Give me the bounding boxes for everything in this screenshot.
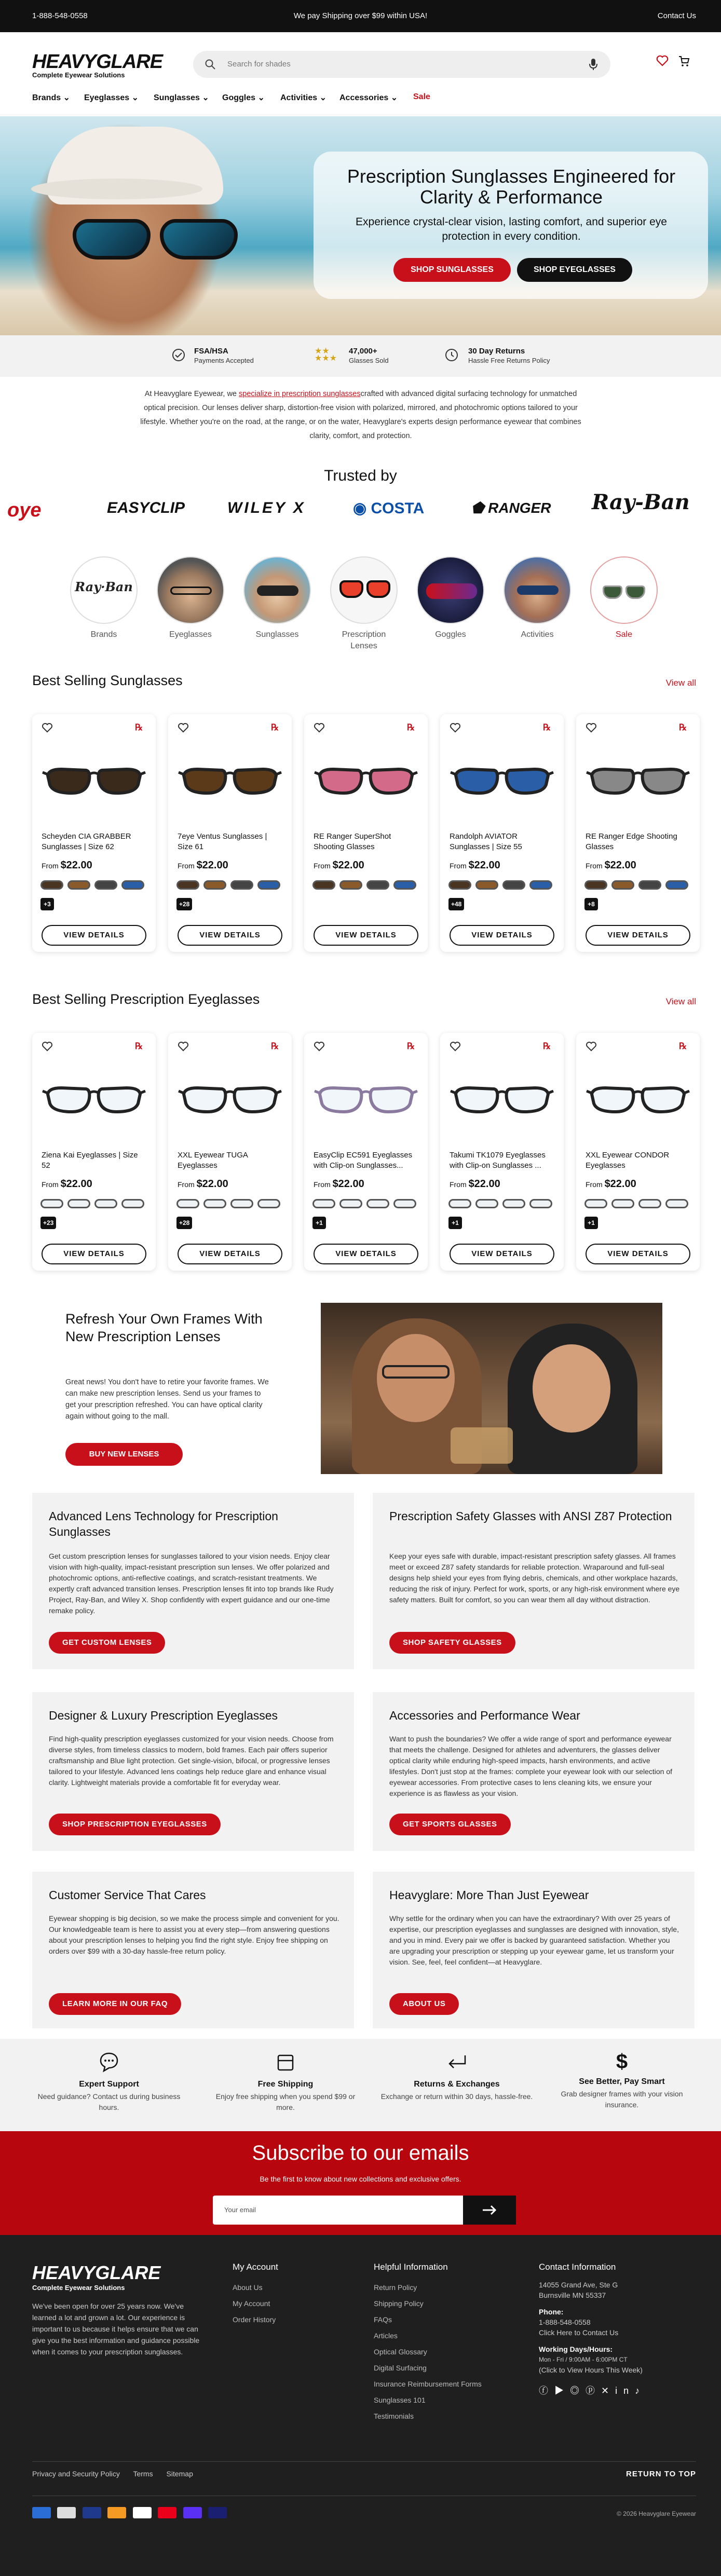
color-swatch[interactable] (230, 880, 253, 890)
color-swatches (176, 1199, 285, 1214)
rx-badge-icon (270, 721, 281, 733)
footer-link-insurance[interactable]: Insurance Reimbursement Forms (374, 2380, 482, 2388)
more-colors-count[interactable]: +3 (40, 898, 54, 910)
category-label: Sunglasses (255, 630, 299, 639)
return-to-top-link[interactable]: RETURN TO TOP (626, 2470, 696, 2478)
chat-icon (98, 2050, 120, 2073)
product-price: From $22.00 (450, 860, 500, 871)
product-card[interactable] (304, 714, 428, 952)
search-input[interactable]: Search for shades (227, 60, 291, 69)
box-body: Find high-quality prescription eyeglasses customized for your vision needs. Choose from diverse styles, from timeless classics to modern, bold frames. Each pair offers superior craftsmanship and Blue light protection. Get single-vision, bifocal, or progressive lenses tailored to your lifestyle. Advanced lens coatings help reduce glare and enhance visual clarity. Lightweight materials provide a comfortable fit for everyday wear. (49, 1735, 334, 1787)
color-swatch[interactable] (529, 1199, 552, 1208)
rx-badge-icon (406, 721, 417, 733)
nav-item-sunglasses[interactable]: Sunglasses ⌄ (154, 93, 209, 102)
buy-new-lenses-button[interactable]: BUY NEW LENSES (65, 1443, 183, 1466)
wishlist-heart-icon[interactable] (314, 1041, 325, 1052)
category-image: Ray·Ban (70, 556, 138, 624)
footer-link-glossary[interactable]: Optical Glossary (374, 2348, 427, 2356)
footer-account-column: My Account About Us My Account Order History (233, 2262, 278, 2328)
brand-logo-costa[interactable]: ◉ COSTA (353, 500, 425, 517)
trust-fsa: FSA/HSA Payments Accepted (194, 347, 254, 364)
payment-icons (32, 2507, 231, 2518)
footer-phone-link[interactable]: 1-888-548-0558 (539, 2318, 591, 2326)
hero-title: Prescription Sunglasses Engineered for Clarity & Performance (347, 166, 676, 208)
phone-link[interactable]: 1-888-548-0558 (32, 11, 88, 20)
product-name[interactable]: Ziena Kai Eyeglasses | Size 52 (42, 1151, 138, 1170)
best-selling-sunglasses-title: Best Selling Sunglasses (32, 673, 183, 688)
product-card[interactable] (576, 714, 700, 952)
product-card[interactable] (304, 1033, 428, 1271)
product-image[interactable] (176, 745, 283, 818)
copyright: © 2026 Heavyglare Eyewear (617, 2510, 696, 2517)
info-box-safety (373, 1493, 695, 1669)
color-swatch[interactable] (638, 1199, 661, 1208)
color-swatch[interactable] (203, 1199, 226, 1208)
learn-more-faq-button[interactable]: LEARN MORE IN OUR FAQ (49, 1993, 181, 2015)
more-colors-count[interactable]: +1 (448, 1217, 462, 1229)
shop-eyeglasses-button[interactable]: SHOP EYEGLASSES (517, 258, 632, 282)
box-title: Accessories and Performance Wear (389, 1709, 580, 1722)
tiktok-icon[interactable]: ♪ (635, 2386, 646, 2396)
svg-text:℞: ℞ (407, 723, 415, 732)
color-swatch[interactable] (584, 880, 607, 890)
shop-pay-icon (183, 2507, 202, 2518)
specialize-link[interactable]: specialize in prescription sunglasses (239, 390, 361, 398)
apple-pay-icon (57, 2507, 76, 2518)
category-image (330, 556, 398, 624)
view-details-button[interactable]: VIEW DETAILS (178, 1244, 282, 1264)
product-image[interactable] (312, 1064, 419, 1137)
site-footer (0, 2235, 721, 2576)
get-sports-glasses-button[interactable]: GET SPORTS GLASSES (389, 1814, 511, 1835)
info-box-customer-service (32, 1872, 354, 2028)
color-swatches (312, 880, 421, 895)
feature-expert-support: Expert Support Need guidance? Contact us during business hours. (31, 2050, 187, 2113)
color-swatches (312, 1199, 421, 1214)
discover-icon (107, 2507, 126, 2518)
nav-item-eyeglasses[interactable]: Eyeglasses ⌄ (84, 93, 139, 102)
color-swatches (40, 1199, 149, 1214)
box-body: Eyewear shopping is big decision, so we make the process simple and convenient for you. Our knowledgeable team is here to assist you at every step—from answering questions about your prescription lenses to helping you find the right style. Enjoy free shipping on orders over $99 with a 30-day hassle-free return policy. (49, 1914, 339, 1955)
color-swatches (176, 880, 285, 895)
color-swatch[interactable] (502, 1199, 525, 1208)
footer-link-about[interactable]: About Us (233, 2283, 263, 2292)
category-label: Sale (615, 630, 633, 639)
svg-text:℞: ℞ (271, 723, 279, 732)
category-eyeglasses[interactable] (154, 556, 227, 640)
nav-item-sale[interactable]: Sale (413, 92, 430, 101)
footer-divider (32, 2461, 696, 2462)
terms-link[interactable]: Terms (133, 2470, 153, 2478)
arrow-right-icon (482, 2204, 497, 2216)
rx-badge-icon (270, 1040, 281, 1052)
box-title: Heavyglare: More Than Just Eyewear (389, 1888, 589, 1902)
product-name[interactable]: RE Ranger Edge Shooting Glasses (586, 832, 677, 851)
feature-pay-smart: $ See Better, Pay Smart Grab designer frames with your vision insurance. (544, 2050, 700, 2110)
footer-link-shipping[interactable]: Shipping Policy (374, 2299, 424, 2308)
shipping-promo: We pay Shipping over $99 within USA! (293, 11, 428, 20)
product-price: From $22.00 (586, 860, 636, 871)
wishlist-heart-icon[interactable] (178, 723, 189, 733)
product-image[interactable] (448, 1064, 555, 1137)
color-swatches (584, 1199, 693, 1214)
product-name[interactable]: 7eye Ventus Sunglasses | Size 61 (178, 832, 267, 851)
more-colors-count[interactable]: +28 (176, 898, 192, 910)
product-name[interactable]: RE Ranger SuperShot Shooting Glasses (314, 832, 391, 851)
pinterest-icon[interactable]: ⓟ (586, 2386, 601, 2396)
view-details-button[interactable]: VIEW DETAILS (314, 1244, 418, 1264)
subscribe-submit-button[interactable] (463, 2196, 516, 2225)
category-goggles[interactable] (414, 556, 487, 640)
category-image (504, 556, 571, 624)
footer-help-column: Helpful Information Return Policy Shipping Policy FAQs Articles Optical Glossary Digital Surfacing Insurance Reimbursement Forms Sunglasses 101 Testimonials (374, 2262, 482, 2424)
color-swatch[interactable] (203, 880, 226, 890)
color-swatch[interactable] (448, 880, 471, 890)
footer-link-orders[interactable]: Order History (233, 2315, 276, 2324)
wishlist-heart-icon[interactable] (450, 1041, 461, 1052)
subscribe-subtitle: Be the first to know about new collections and exclusive offers. (260, 2175, 461, 2183)
brand-logo-easyclip[interactable]: EASYCLIP (107, 499, 185, 516)
view-details-button[interactable]: VIEW DETAILS (586, 925, 690, 946)
rx-badge-icon (542, 1040, 553, 1052)
product-card[interactable] (32, 714, 156, 952)
color-swatches (448, 1199, 557, 1214)
color-swatch[interactable] (94, 1199, 117, 1208)
brand-logo-oye[interactable]: oye (7, 499, 42, 521)
box-icon (274, 2050, 297, 2073)
color-swatch[interactable] (67, 880, 90, 890)
hero-lens-left (73, 219, 151, 260)
footer-contact-column: Contact Information 14055 Grand Ave, Ste G Burnsville MN 55337 Phone: 1-888-548-0558 Click Here to Contact Us Working Days/Hours: Mon - Fri / 9:00AM - 6:00PM CT (Click to View Hours This Week) ⓕ▶◎ⓟ✕in♪ (539, 2262, 646, 2396)
product-card[interactable] (576, 1033, 700, 1271)
trusted-by-title: Trusted by (324, 467, 397, 484)
color-swatch[interactable] (475, 1199, 498, 1208)
rx-badge-icon (678, 721, 689, 733)
wishlist-heart-icon[interactable] (586, 723, 597, 733)
trust-returns: 30 Day Returns Hassle Free Returns Policy (468, 347, 550, 364)
logo-wordmark: HEAVYGLARE (32, 51, 163, 73)
color-swatches (448, 880, 557, 895)
color-swatch[interactable] (176, 880, 199, 890)
product-price: From $22.00 (178, 860, 228, 871)
feature-free-shipping: Free Shipping Enjoy free shipping when you spend $99 or more. (208, 2050, 363, 2113)
box-title: Designer & Luxury Prescription Eyeglasses (49, 1709, 278, 1722)
brand-logo-wileyx[interactable]: WILEY X (227, 499, 306, 516)
check-badge-icon (171, 348, 186, 362)
nav-item-brands[interactable]: Brands ⌄ (32, 93, 70, 102)
color-swatch[interactable] (67, 1199, 90, 1208)
color-swatch[interactable] (448, 1199, 471, 1208)
product-image[interactable] (40, 745, 147, 818)
footer-logo[interactable]: HEAVYGLARE Complete Eyewear Solutions (32, 2262, 161, 2292)
product-price: From $22.00 (42, 1178, 92, 1190)
box-title: Prescription Safety Glasses with ANSI Z87 Protection (389, 1509, 672, 1523)
product-price: From $22.00 (178, 1178, 228, 1190)
nav-item-goggles[interactable]: Goggles ⌄ (222, 93, 265, 102)
brand-logo-rayban[interactable]: Ray-Ban (592, 490, 690, 514)
top-bar (0, 0, 721, 32)
instagram-icon[interactable]: ◎ (570, 2386, 586, 2396)
product-image[interactable] (40, 1064, 147, 1137)
color-swatch[interactable] (665, 1199, 688, 1208)
best-selling-eyeglasses-title: Best Selling Prescription Eyeglasses (32, 991, 260, 1007)
color-swatches (584, 880, 693, 895)
product-card[interactable] (440, 1033, 564, 1271)
category-image (157, 556, 224, 624)
shop-prescription-eyeglasses-button[interactable]: SHOP PRESCRIPTION EYEGLASSES (49, 1814, 221, 1835)
footer-link-articles[interactable]: Articles (374, 2332, 398, 2340)
product-price: From $22.00 (314, 1178, 364, 1190)
rx-badge-icon (134, 721, 145, 733)
product-price: From $22.00 (450, 1178, 500, 1190)
trust-bar (0, 335, 721, 377)
logo-tagline: Complete Eyewear Solutions (32, 71, 125, 79)
color-swatch[interactable] (475, 880, 498, 890)
footer-about: We've been open for over 25 years now. We've learned a lot and grown a lot. Our experience is important to us because it helps ensure that we can give you the best information and guidance possible when it comes to your prescription sunglasses. (32, 2302, 200, 2356)
footer-link-testimonials[interactable]: Testimonials (374, 2412, 414, 2420)
wishlist-heart-icon[interactable] (314, 723, 325, 733)
product-image[interactable] (584, 745, 691, 818)
category-label: Eyeglasses (169, 630, 212, 639)
rx-badge-icon (542, 721, 553, 733)
color-swatch[interactable] (121, 1199, 144, 1208)
view-details-button[interactable]: VIEW DETAILS (586, 1244, 690, 1264)
color-swatch[interactable] (121, 880, 144, 890)
svg-text:℞: ℞ (543, 1041, 551, 1051)
nav-item-activities[interactable]: Activities ⌄ (280, 93, 327, 102)
product-name[interactable]: Scheyden CIA GRABBER Sunglasses | Size 62 (42, 832, 131, 851)
product-price: From $22.00 (42, 860, 92, 871)
color-swatch[interactable] (529, 880, 552, 890)
product-image[interactable] (176, 1064, 283, 1137)
box-body: Keep your eyes safe with durable, impact-resistant prescription safety glasses. All frames meet or exceed Z87 safety standards for reliable protection. Wraparound and full-seal designs help shield your eyes from flying debris, chemicals, and other workplace hazards, reducing the risk of injury. Perfect for work, sports, or any high-risk environment where eye safety matters. Built for comfort, so you can wear them all day without distraction. (389, 1552, 680, 1604)
trust-glasses-sold: 47,000+ Glasses Sold (349, 347, 389, 364)
footer-link-account[interactable]: My Account (233, 2299, 270, 2308)
wishlist-heart-icon[interactable] (586, 1041, 597, 1052)
color-swatch[interactable] (339, 1199, 362, 1208)
hero-banner (0, 116, 721, 335)
refresh-body: Great news! You don't have to retire your favorite frames. We can make new prescription lenses. Send us your frames to get your prescription refreshed. You can have optical clarity again without going to the mall. (65, 1378, 269, 1421)
view-all-eyeglasses-link[interactable]: View all (665, 997, 696, 1006)
wishlist-heart-icon[interactable] (656, 55, 669, 66)
box-title: Customer Service That Cares (49, 1888, 206, 1902)
footer-link-sunglasses-101[interactable]: Sunglasses 101 (374, 2396, 426, 2404)
view-details-button[interactable]: VIEW DETAILS (314, 925, 418, 946)
svg-text:℞: ℞ (135, 723, 143, 732)
product-name[interactable]: EasyClip EC591 Eyeglasses with Clip-on Sunglasses... (314, 1151, 413, 1170)
return-arrow-icon (445, 2050, 468, 2073)
rx-badge-icon (406, 1040, 417, 1052)
svg-text:℞: ℞ (543, 723, 551, 732)
social-icons[interactable] (539, 2383, 646, 2397)
category-prescription-lenses[interactable] (328, 556, 400, 652)
category-label: Goggles (435, 630, 466, 639)
site-header (0, 32, 721, 89)
shop-sunglasses-button[interactable]: SHOP SUNGLASSES (393, 258, 511, 282)
rx-badge-icon (134, 1040, 145, 1052)
category-label: Prescription Lenses (342, 630, 386, 650)
product-name[interactable]: Randolph AVIATOR Sunglasses | Size 55 (450, 832, 522, 851)
box-title: Advanced Lens Technology for Prescription Sunglasses (49, 1509, 278, 1538)
subscribe-title: Subscribe to our emails (252, 2142, 469, 2164)
hero-lens-right (160, 219, 238, 260)
view-details-button[interactable]: VIEW DETAILS (42, 1244, 146, 1264)
main-navigation (0, 89, 721, 115)
color-swatch[interactable] (393, 1199, 416, 1208)
wishlist-heart-icon[interactable] (42, 723, 53, 733)
category-image (243, 556, 311, 624)
category-activities[interactable] (501, 556, 574, 640)
product-card[interactable] (168, 714, 292, 952)
footer-hours-link[interactable]: (Click to View Hours This Week) (539, 2366, 643, 2374)
rx-badge-icon (678, 1040, 689, 1052)
color-swatch[interactable] (611, 880, 634, 890)
view-details-button[interactable]: VIEW DETAILS (42, 925, 146, 946)
info-box-designer (32, 1692, 354, 1851)
linkedin-icon[interactable]: in (615, 2386, 635, 2396)
wishlist-heart-icon[interactable] (42, 1041, 53, 1052)
dollar-icon: $ (616, 2050, 628, 2073)
box-body: Get custom prescription lenses for sunglasses tailored to your vision needs. Enjoy clear vision with high-quality, impact-resistant prescription sun lenses. We offer polarized and photochromic options, anti-reflective coatings, and scratch-resistant treatments. We expertly craft advanced transition lenses. Prescription lenses fit into top brands like Rudy Project, Ray-Ban, and Wiley X. Shop confidently with expert guidance and our one-time remake policy. (49, 1552, 334, 1615)
color-swatch[interactable] (257, 1199, 280, 1208)
about-us-button[interactable]: ABOUT US (389, 1993, 459, 2015)
category-sale[interactable] (588, 556, 660, 640)
product-price: From $22.00 (586, 1178, 636, 1190)
info-box-accessories (373, 1692, 695, 1851)
get-custom-lenses-button[interactable]: GET CUSTOM LENSES (49, 1632, 165, 1654)
feature-returns: Returns & Exchanges Exchange or return within 30 days, hassle-free. (379, 2050, 535, 2102)
product-card[interactable] (168, 1033, 292, 1271)
color-swatch[interactable] (339, 880, 362, 890)
footer-link-surfacing[interactable]: Digital Surfacing (374, 2364, 427, 2372)
product-image[interactable] (312, 745, 419, 818)
x-icon[interactable]: ✕ (601, 2386, 616, 2396)
google-pay-icon (133, 2507, 152, 2518)
color-swatch[interactable] (176, 1199, 199, 1208)
product-card[interactable] (440, 714, 564, 952)
brand-logo-ranger[interactable]: ⬟ RANGER (471, 500, 551, 516)
color-swatch[interactable] (40, 1199, 63, 1208)
box-body: Why settle for the ordinary when you can have the extraordinary? With over 25 years of expertise, our prescription eyeglasses and sunglasses are designed with innovation, style, and you in mind. Every pair we offer is backed by guaranteed satisfaction. Whether you are upgrading your prescription or stepping up your eyewear game, let us transform your vision. See, feel, feel confident—at Heavyglare. (389, 1914, 679, 1966)
category-image (417, 556, 484, 624)
more-colors-count[interactable]: +1 (584, 1217, 598, 1229)
category-label: Activities (521, 630, 554, 639)
color-swatch[interactable] (94, 880, 117, 890)
microphone-icon[interactable] (589, 58, 598, 71)
mastercard-icon (158, 2507, 176, 2518)
wishlist-heart-icon[interactable] (450, 723, 461, 733)
color-swatch[interactable] (665, 880, 688, 890)
color-swatches (40, 880, 149, 895)
shop-safety-glasses-button[interactable]: SHOP SAFETY GLASSES (389, 1632, 515, 1654)
footer-link-faqs[interactable]: FAQs (374, 2315, 392, 2324)
svg-text:℞: ℞ (679, 723, 687, 732)
wishlist-heart-icon[interactable] (178, 1041, 189, 1052)
view-details-button[interactable]: VIEW DETAILS (450, 1244, 554, 1264)
color-swatch[interactable] (366, 880, 389, 890)
color-swatch[interactable] (40, 880, 63, 890)
product-price: From $22.00 (314, 860, 364, 871)
color-swatch[interactable] (312, 880, 335, 890)
view-details-button[interactable]: VIEW DETAILS (450, 925, 554, 946)
product-name[interactable]: XXL Eyewear CONDOR Eyeglasses (586, 1151, 670, 1170)
search-icon (205, 59, 216, 70)
more-colors-count[interactable]: +8 (584, 898, 598, 910)
search-bar[interactable] (193, 51, 610, 78)
color-swatch[interactable] (393, 880, 416, 890)
returns-icon (444, 348, 459, 362)
intro-paragraph: At Heavyglare Eyewear, we specialize in prescription sunglassescrafted with advanced digital surfacing technology for unmatched optical precision. Our lenses deliver sharp, distortion-free vision with polarized, mirrored, and photochromic options tailored to your lifestyle. Whether you're on the road, at the range, or on the water, Heavyglare's experts design performance eyewear that combines clarity, comfort, and protection. (140, 390, 581, 440)
color-swatch[interactable] (584, 1199, 607, 1208)
color-swatch[interactable] (257, 880, 280, 890)
footer-contact-link[interactable]: Click Here to Contact Us (539, 2328, 619, 2337)
category-brands[interactable] (67, 556, 140, 640)
info-box-lens-tech (32, 1493, 354, 1669)
box-body: Want to push the boundaries? We offer a wide range of sport and performance eyewear that meets the challenge. Designed for athletes and adventurers, the glasses deliver optical clarity while enduring high-speed impacts, harsh environments, and active lifestyles. Don't just stop at the frames: complete your eyewear look with our selection of eyewear accessories. From protective cases to lens cleaning kits, we ensure your experience is as flawless as your vision. (389, 1735, 673, 1797)
category-label: Brands (90, 630, 117, 639)
visa-icon (208, 2507, 227, 2518)
hero-cap-brim (31, 179, 202, 199)
amex-icon (32, 2507, 51, 2518)
view-all-sunglasses-link[interactable]: View all (665, 678, 696, 688)
nav-item-accessories[interactable]: Accessories ⌄ (339, 93, 398, 102)
contact-us-link[interactable]: Contact Us (657, 11, 696, 20)
refresh-title: Refresh Your Own Frames With New Prescription Lenses (65, 1311, 263, 1344)
hero-subtitle: Experience crystal-clear vision, lasting comfort, and superior eye protection in every condition. (356, 216, 667, 242)
color-swatch[interactable] (638, 880, 661, 890)
svg-text:℞: ℞ (271, 1041, 279, 1051)
diners-icon (83, 2507, 101, 2518)
svg-text:℞: ℞ (679, 1041, 687, 1051)
more-colors-count[interactable]: +23 (40, 1217, 56, 1229)
product-name[interactable]: Takumi TK1079 Eyeglasses with Clip-on Sunglasses ... (450, 1151, 546, 1170)
product-image[interactable] (584, 1064, 691, 1137)
more-colors-count[interactable]: +1 (312, 1217, 326, 1229)
color-swatch[interactable] (230, 1199, 253, 1208)
product-name[interactable]: XXL Eyewear TUGA Eyeglasses (178, 1151, 248, 1170)
svg-text:℞: ℞ (135, 1041, 143, 1051)
more-colors-count[interactable]: +48 (448, 898, 464, 910)
site-logo[interactable] (32, 51, 162, 79)
cart-icon[interactable] (678, 55, 690, 67)
email-field[interactable]: Your email (213, 2196, 463, 2225)
footer-bottom-links (32, 2470, 205, 2478)
couple-photo (321, 1303, 662, 1474)
color-swatch[interactable] (312, 1199, 335, 1208)
category-image (590, 556, 658, 624)
youtube-icon[interactable]: ▶ (554, 2386, 570, 2396)
product-image[interactable] (448, 745, 555, 818)
sitemap-link[interactable]: Sitemap (166, 2470, 193, 2478)
color-swatch[interactable] (611, 1199, 634, 1208)
category-sunglasses[interactable] (241, 556, 314, 640)
star-rating-icon: ★★ ★★★ (315, 347, 337, 363)
privacy-link[interactable]: Privacy and Security Policy (32, 2470, 120, 2478)
view-details-button[interactable]: VIEW DETAILS (178, 925, 282, 946)
subscribe-section (0, 2131, 721, 2235)
more-colors-count[interactable]: +28 (176, 1217, 192, 1229)
info-box-about (373, 1872, 695, 2028)
color-swatch[interactable] (366, 1199, 389, 1208)
color-swatch[interactable] (502, 880, 525, 890)
footer-link-return-policy[interactable]: Return Policy (374, 2283, 417, 2292)
svg-text:℞: ℞ (407, 1041, 415, 1051)
facebook-icon[interactable]: ⓕ (539, 2386, 554, 2396)
product-card[interactable] (32, 1033, 156, 1271)
